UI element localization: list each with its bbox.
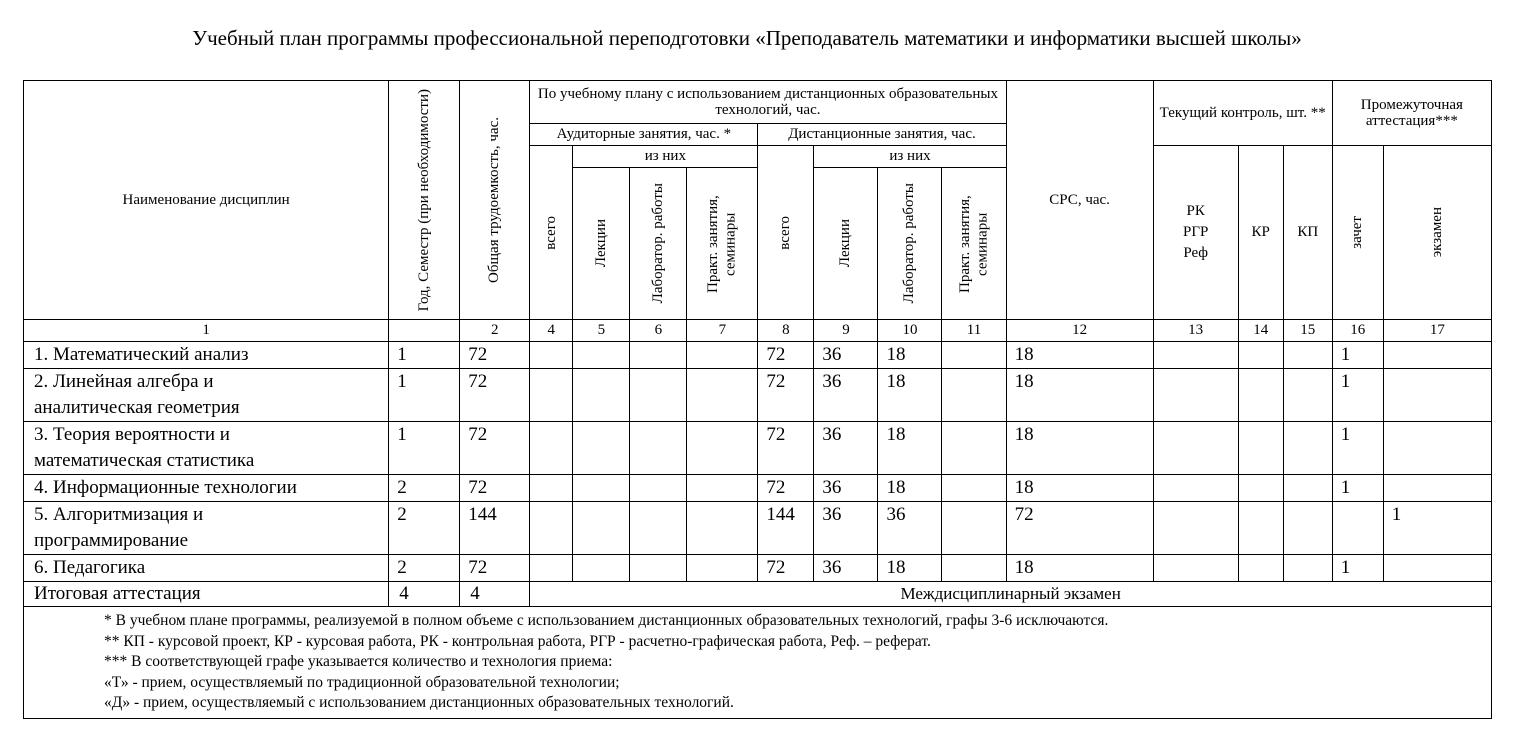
table-cell: 2 [389,502,460,555]
column-number: 11 [942,320,1006,342]
table-cell: 36 [814,369,878,422]
discipline-name [24,422,389,475]
table-cell [630,369,687,422]
table-cell: 18 [1006,369,1153,422]
table-cell: 2 [389,475,460,502]
header-intermediate: Промежуточная аттестация*** [1332,81,1491,146]
discipline-name-line: 5. Алгоритмизация и [34,504,204,525]
column-numbers-row [24,320,1492,342]
header-exam: экзамен [1383,146,1491,320]
table-cell [573,342,630,369]
footnote: «Т» - прием, осуществляемый по традиционной образовательной технологии; [104,673,620,691]
table-row [24,342,1492,369]
table-cell [573,369,630,422]
table-cell [573,475,630,502]
table-cell [1153,502,1238,555]
page-title: Учебный план программы профессиональной переподготовки «Преподаватель математики и информатики высшей школы» [192,26,1302,50]
table-cell: 72 [460,369,530,422]
table-cell [530,342,573,369]
table-cell: 18 [878,369,942,422]
header-of-them-d: из них [814,146,1006,168]
column-number: 7 [687,320,758,342]
table-cell [1238,555,1283,582]
table-cell [1238,422,1283,475]
table-cell [1383,422,1491,475]
table-cell: 1 [1332,342,1383,369]
table-cell [530,502,573,555]
table-cell [1283,475,1332,502]
table-cell: 72 [460,342,530,369]
footnote: * В учебном плане программы, реализуемой в полном объеме с использованием дистанционных образовательных технологий, графы 3-6 исключаются. [104,612,1109,629]
table-cell [1153,422,1238,475]
table-cell [687,422,758,475]
header-labs-a: Лаборатор. работы [630,168,687,320]
column-number: 6 [630,320,687,342]
table-cell: 36 [814,422,878,475]
discipline-name-line: 3. Теория вероятности и [34,424,230,445]
table-cell [573,555,630,582]
table-cell: 72 [758,342,814,369]
header-rk-block: РК РГР Реф [1153,146,1238,320]
discipline-name-line: 2. Линейная алгебра и [34,371,214,392]
discipline-name-line: 4. Информационные технологии [34,477,297,498]
discipline-name [24,342,389,369]
table-cell: 36 [814,555,878,582]
footnote: ** КП - курсовой проект, КР - курсовая работа, РК - контрольная работа, РГР - расчетно-графическая работа, Реф. – реферат. [104,632,931,650]
final-attestation-row [24,582,1492,607]
table-row [24,555,1492,582]
table-cell [942,342,1006,369]
table-cell [630,502,687,555]
table-cell [687,555,758,582]
table-cell [630,422,687,475]
header-total-a: всего [530,146,573,320]
table-cell [1283,555,1332,582]
table-cell [530,369,573,422]
header-practice-d: Практ. занятия, семинары [942,168,1006,320]
discipline-name-line: программирование [34,530,189,551]
table-cell [1383,369,1491,422]
table-cell: 18 [1006,342,1153,369]
column-number: 17 [1383,320,1491,342]
table-cell: 36 [814,342,878,369]
discipline-name-line: 6. Педагогика [34,557,146,578]
table-cell: 1 [1332,369,1383,422]
header-kr: КР [1238,146,1283,320]
table-row [24,422,1492,475]
header-auditory: Аудиторные занятия, час. * [530,124,758,146]
table-cell: 72 [758,369,814,422]
table-cell [687,475,758,502]
table-cell [1383,475,1491,502]
column-number: 10 [878,320,942,342]
header-total-d: всего [758,146,814,320]
discipline-name [24,369,389,422]
footnotes [24,607,1492,719]
table-cell: 36 [878,502,942,555]
table-cell [573,502,630,555]
header-of-them-a: из них [573,146,758,168]
table-cell: 144 [758,502,814,555]
table-cell: 72 [460,555,530,582]
table-cell: 36 [814,475,878,502]
table-cell [630,475,687,502]
column-number: 8 [758,320,814,342]
column-number: 2 [460,320,530,342]
header-lectures-a: Лекции [573,168,630,320]
curriculum-table [23,80,1492,719]
table-cell: 1 [1332,422,1383,475]
column-number: 1 [24,320,389,342]
column-number: 9 [814,320,878,342]
table-cell: 72 [460,422,530,475]
footnote: «Д» - прием, осуществляемый с использованием дистанционных образовательных технологий. [104,694,734,711]
table-cell [1153,369,1238,422]
table-cell [630,555,687,582]
table-cell: 72 [758,555,814,582]
table-cell: 72 [758,422,814,475]
table-cell: 72 [460,475,530,502]
notes-row [24,607,1492,719]
table-cell [942,555,1006,582]
column-number: 12 [1006,320,1153,342]
table-cell [1153,342,1238,369]
final-name: Итоговая аттестация [24,582,389,607]
table-cell [1383,555,1491,582]
table-cell: 1 [1332,555,1383,582]
table-cell: 72 [1006,502,1153,555]
table-cell [1383,342,1491,369]
table-cell [1283,342,1332,369]
table-cell: 1 [389,342,460,369]
discipline-name [24,475,389,502]
table-cell [1332,502,1383,555]
table-cell: 18 [1006,475,1153,502]
table-cell [687,342,758,369]
header-total-hours: Общая трудоемкость, час. [460,81,530,320]
header-year-semester: Год, Семестр (при необходимости) [389,81,460,320]
table-cell [573,422,630,475]
final-year: 4 [389,582,460,607]
table-cell [1283,502,1332,555]
column-number: 14 [1238,320,1283,342]
table-cell: 1 [389,369,460,422]
header-current-control: Текущий контроль, шт. ** [1153,81,1332,146]
table-cell: 18 [878,555,942,582]
discipline-name-line: 1. Математический анализ [34,344,249,365]
table-cell: 1 [1332,475,1383,502]
table-cell: 1 [389,422,460,475]
table-cell [942,502,1006,555]
final-hours: 4 [460,582,530,607]
table-cell [530,555,573,582]
header-credit: зачет [1332,146,1383,320]
table-cell [942,422,1006,475]
header-distance: Дистанционные занятия, час. [758,124,1006,146]
table-cell [687,369,758,422]
header-labs-d: Лаборатор. работы [878,168,942,320]
table-cell: 18 [878,475,942,502]
table-cell: 2 [389,555,460,582]
table-cell: 18 [878,422,942,475]
table-cell: 72 [758,475,814,502]
column-number: 4 [530,320,573,342]
table-row [24,475,1492,502]
column-number: 16 [1332,320,1383,342]
column-number: 15 [1283,320,1332,342]
table-cell: 18 [1006,422,1153,475]
column-number [389,320,460,342]
table-cell [1283,369,1332,422]
header-srs: СРС, час. [1006,81,1153,320]
table-cell: 18 [878,342,942,369]
table-cell [1238,475,1283,502]
table-cell [687,502,758,555]
table-cell [1283,422,1332,475]
table-cell [530,475,573,502]
header-discipline: Наименование дисциплин [24,81,389,320]
discipline-name-line: математическая статистика [34,450,255,471]
table-cell [942,475,1006,502]
final-exam: Междисциплинарный экзамен [530,582,1492,607]
table-cell [942,369,1006,422]
table-cell [1238,502,1283,555]
table-row [24,369,1492,422]
header-distance-plan: По учебному плану с использованием дистанционных образовательных технологий, час. [530,81,1006,124]
discipline-name [24,555,389,582]
table-cell [530,422,573,475]
table-row [24,502,1492,555]
table-cell: 36 [814,502,878,555]
discipline-name-line: аналитическая геометрия [34,397,240,418]
table-cell [1153,475,1238,502]
footnote: *** В соответствующей графе указывается количество и технология приема: [104,653,613,670]
table-cell [630,342,687,369]
table-cell: 18 [1006,555,1153,582]
table-cell [1238,342,1283,369]
table-cell: 144 [460,502,530,555]
header-practice-a: Практ. занятия, семинары [687,168,758,320]
header-kp: КП [1283,146,1332,320]
discipline-name [24,502,389,555]
column-number: 5 [573,320,630,342]
table-cell [1238,369,1283,422]
header-lectures-d: Лекции [814,168,878,320]
table-cell: 1 [1383,502,1491,555]
column-number: 13 [1153,320,1238,342]
table-cell [1153,555,1238,582]
